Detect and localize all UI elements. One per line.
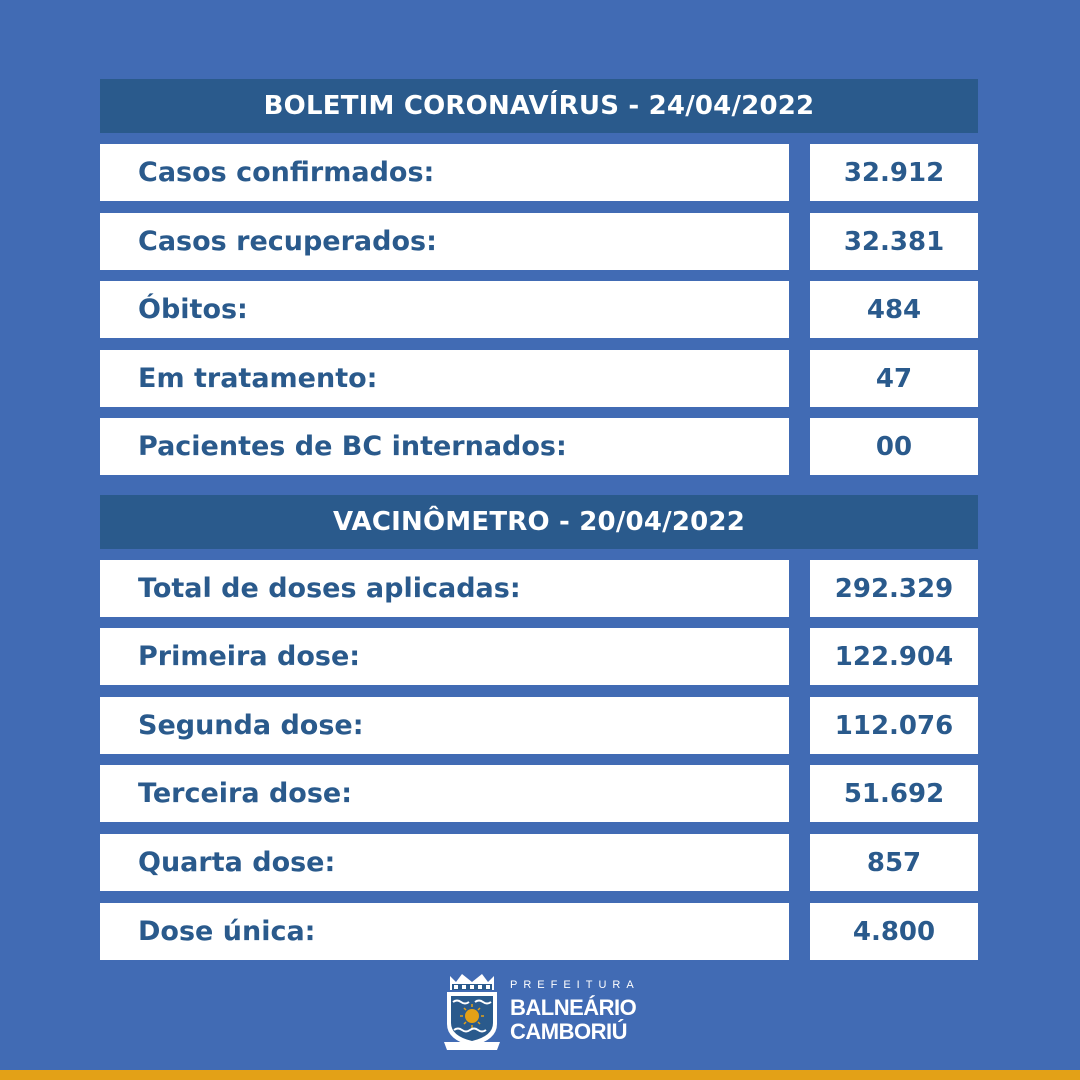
table-row [100, 281, 978, 338]
table-row [100, 834, 978, 891]
row-label: Primeira dose: [100, 628, 789, 685]
row-value: 857 [810, 834, 978, 891]
row-label: Dose única: [100, 903, 789, 960]
city-crest-icon [442, 972, 502, 1052]
row-value: 32.912 [810, 144, 978, 201]
row-value: 292.329 [810, 560, 978, 617]
row-label: Óbitos: [100, 281, 789, 338]
table-row [100, 903, 978, 960]
table-row [100, 350, 978, 407]
row-value: 122.904 [810, 628, 978, 685]
row-label: Total de doses aplicadas: [100, 560, 789, 617]
row-value: 112.076 [810, 697, 978, 754]
bottom-accent-strip [0, 1070, 1080, 1080]
row-label: Pacientes de BC internados: [100, 418, 789, 475]
prefeitura-logo [442, 972, 640, 1052]
table-row [100, 765, 978, 822]
table-row [100, 418, 978, 475]
logo-line-2: BALNEÁRIO [510, 995, 637, 1020]
row-value: 32.381 [810, 213, 978, 270]
row-value: 4.800 [810, 903, 978, 960]
row-label: Segunda dose: [100, 697, 789, 754]
row-value: 51.692 [810, 765, 978, 822]
vacinometro-title: VACINÔMETRO - 20/04/2022 [100, 495, 978, 549]
table-row [100, 628, 978, 685]
table-row [100, 697, 978, 754]
row-value: 47 [810, 350, 978, 407]
row-value: 484 [810, 281, 978, 338]
boletim-title: BOLETIM CORONAVÍRUS - 24/04/2022 [100, 79, 978, 133]
row-value: 00 [810, 418, 978, 475]
logo-line-3: CAMBORIÚ [510, 1019, 627, 1044]
table-row [100, 213, 978, 270]
row-label: Casos confirmados: [100, 144, 789, 201]
table-row [100, 560, 978, 617]
row-label: Terceira dose: [100, 765, 789, 822]
logo-line-1: PREFEITURA [510, 979, 640, 991]
row-label: Quarta dose: [100, 834, 789, 891]
table-row [100, 144, 978, 201]
row-label: Em tratamento: [100, 350, 789, 407]
row-label: Casos recuperados: [100, 213, 789, 270]
